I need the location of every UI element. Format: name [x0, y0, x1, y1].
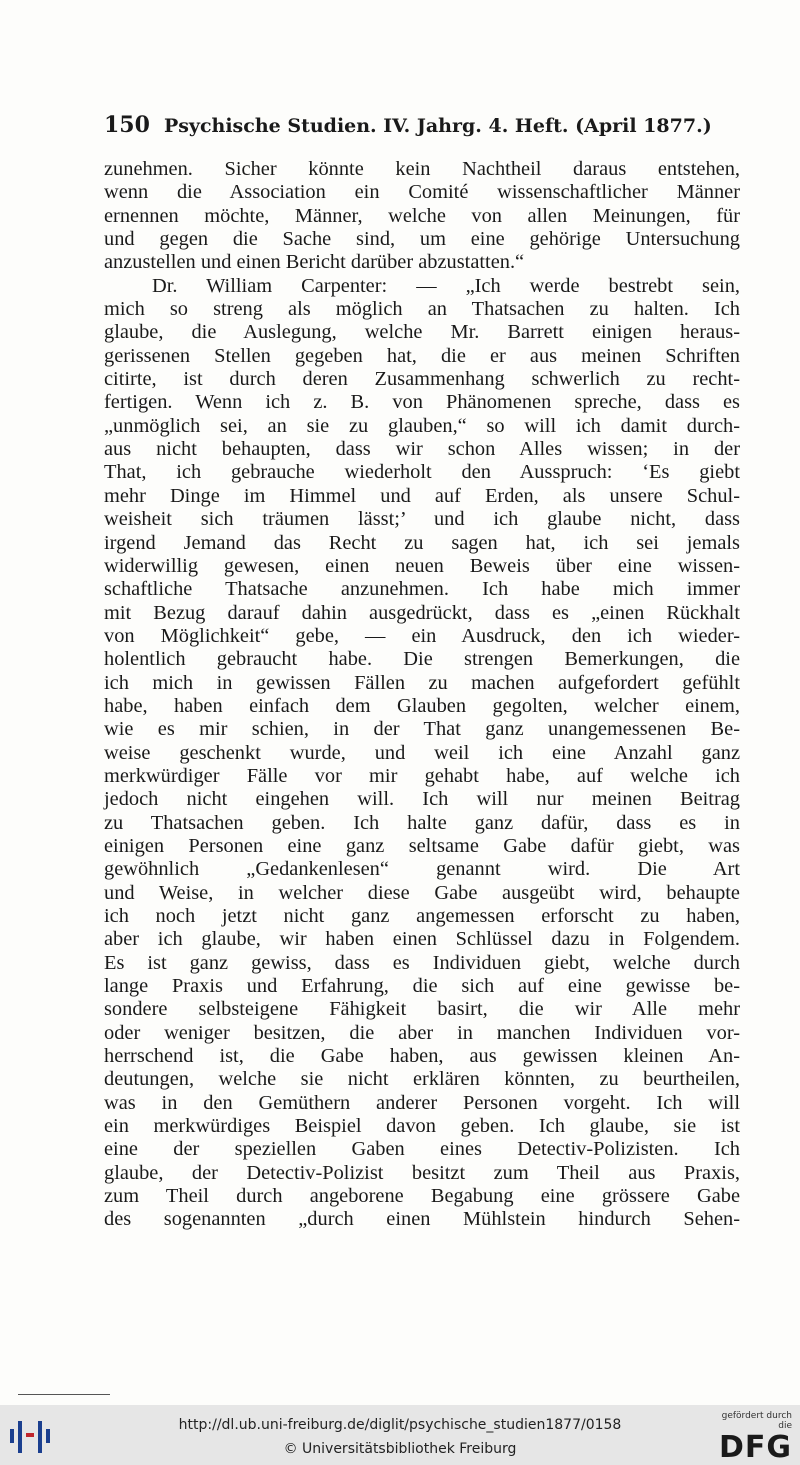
- text-line: was in den Gemüthern anderer Personen vorgeht. Ich will: [104, 1091, 740, 1114]
- text-line: wenn die Association ein Comité wissenschaftlicher Männer: [104, 181, 740, 204]
- text-line: ich noch jetzt nicht ganz angemessen erforscht zu haben,: [104, 905, 740, 927]
- running-head-title: Psychische Studien. IV. Jahrg. 4. Heft. (April 1877.): [163, 115, 712, 137]
- text-line: oder weniger besitzen, die aber in manchen Individuen vor-: [104, 1021, 740, 1044]
- body-text: [104, 158, 740, 1232]
- text-line: Es ist ganz gewiss, dass es Individuen giebt, welche durch: [104, 951, 740, 974]
- text-line: mit Bezug darauf dahin ausgedrückt, dass es „einen Rückhalt: [104, 601, 740, 624]
- text-line: anzustellen und einen Bericht darüber abzustatten.“: [104, 251, 525, 274]
- text-line: „unmöglich sei, an sie zu glauben,“ so will ich damit durch-: [104, 414, 740, 437]
- text-line: ein merkwürdiges Beispiel davon geben. Ich glaube, sie ist: [104, 1115, 740, 1138]
- text-line: lange Praxis und Erfahrung, die sich auf eine gewisse be-: [104, 975, 740, 998]
- dfg-note: gefördert durch die: [721, 1411, 792, 1431]
- text-line: holentlich gebraucht habe. Die strengen Bemerkungen, die: [104, 648, 740, 671]
- text-line: merkwürdiger Fälle vor mir gehabt habe, auf welche ich: [104, 764, 740, 787]
- text-line: von Möglichkeit“ gebe, — ein Ausdruck, den ich wieder-: [104, 624, 740, 647]
- text-line: zu Thatsachen geben. Ich halte ganz dafür, dass es in: [104, 811, 740, 834]
- text-line: weise geschenkt wurde, und weil ich eine Anzahl ganz: [104, 741, 740, 764]
- text-line: aus nicht behaupten, dass wir schon Alles wissen; in der: [104, 438, 740, 461]
- permalink-url[interactable]: http://dl.ub.uni-freiburg.de/diglit/psychische_studien1877/0158: [178, 1417, 622, 1433]
- text-line: des sogenannten „durch einen Mühlstein hindurch Sehen-: [104, 1208, 740, 1231]
- text-line: herrschend ist, die Gabe haben, aus gewissen kleinen An-: [104, 1045, 740, 1068]
- text-line: zunehmen. Sicher könnte kein Nachtheil daraus entstehen,: [104, 158, 740, 180]
- text-line: habe, haben einfach dem Glauben gegolten, welcher einem,: [104, 694, 740, 717]
- text-line: Dr. William Carpenter: — „Ich werde bestrebt sein,: [152, 274, 740, 297]
- text-line: deutungen, welche sie nicht erklären könnten, zu beurtheilen,: [104, 1068, 740, 1091]
- text-line: jedoch nicht eingehen will. Ich will nur meinen Beitrag: [104, 788, 740, 811]
- dfg-funding-logo: [708, 1411, 792, 1465]
- text-line: gerissenen Stellen gegeben hat, die er aus meinen Schriften: [104, 344, 740, 367]
- text-line: eine der speziellen Gaben eines Detectiv-Polizisten. Ich: [104, 1138, 740, 1161]
- text-line: glaube, der Detectiv-Polizist besitzt zum Theil aus Praxis,: [104, 1161, 740, 1184]
- text-line: und gegen die Sache sind, um eine gehörige Untersuchung: [104, 228, 740, 251]
- text-line: fertigen. Wenn ich z. B. von Phänomenen spreche, dass es: [104, 391, 740, 414]
- text-line: sondere selbsteigene Fähigkeit basirt, die wir Alle mehr: [104, 998, 740, 1021]
- text-line: gewöhnlich „Gedankenlesen“ genannt wird. Die Art: [104, 858, 740, 881]
- dfg-logo-icon: DFG: [718, 1430, 792, 1465]
- text-line: zum Theil durch angeborene Begabung eine grössere Gabe: [104, 1185, 740, 1208]
- text-line: und Weise, in welcher diese Gabe ausgeübt wird, behaupte: [104, 881, 740, 904]
- text-line: irgend Jemand das Recht zu sagen hat, ich sei jemals: [104, 531, 740, 554]
- text-line: ich mich in gewissen Fällen zu machen aufgefordert gefühlt: [104, 671, 740, 694]
- text-line: That, ich gebrauche wiederholt den Ausspruch: ‘Es giebt: [104, 461, 740, 484]
- text-line: glaube, die Auslegung, welche Mr. Barrett einigen heraus-: [104, 321, 740, 344]
- viewer-footer: [0, 1405, 800, 1465]
- running-head: [104, 112, 744, 138]
- text-line: wie es mir schien, in der That ganz unangemessenen Be-: [104, 718, 740, 741]
- footnote-rule: [18, 1394, 110, 1395]
- text-line: widerwillig gewesen, einen neuen Beweis über eine wissen-: [104, 554, 740, 577]
- text-line: mich so streng als möglich an Thatsachen zu halten. Ich: [104, 298, 740, 321]
- copyright-notice: © Universitätsbibliothek Freiburg: [283, 1441, 517, 1457]
- text-line: weisheit sich träumen lässt;’ und ich glaube nicht, dass: [104, 508, 740, 531]
- text-line: aber ich glaube, wir haben einen Schlüssel dazu in Folgendem.: [104, 928, 740, 951]
- text-line: einigen Personen eine ganz seltsame Gabe dafür giebt, was: [104, 834, 740, 857]
- text-line: citirte, ist durch deren Zusammenhang schwerlich zu recht-: [104, 368, 740, 391]
- text-line: schaftliche Thatsache anzunehmen. Ich habe mich immer: [104, 578, 740, 601]
- page-number: 150: [104, 112, 150, 138]
- text-line: ernennen möchte, Männer, welche von allen Meinungen, für: [104, 204, 740, 227]
- text-line: mehr Dinge im Himmel und auf Erden, als unsere Schul-: [104, 484, 740, 507]
